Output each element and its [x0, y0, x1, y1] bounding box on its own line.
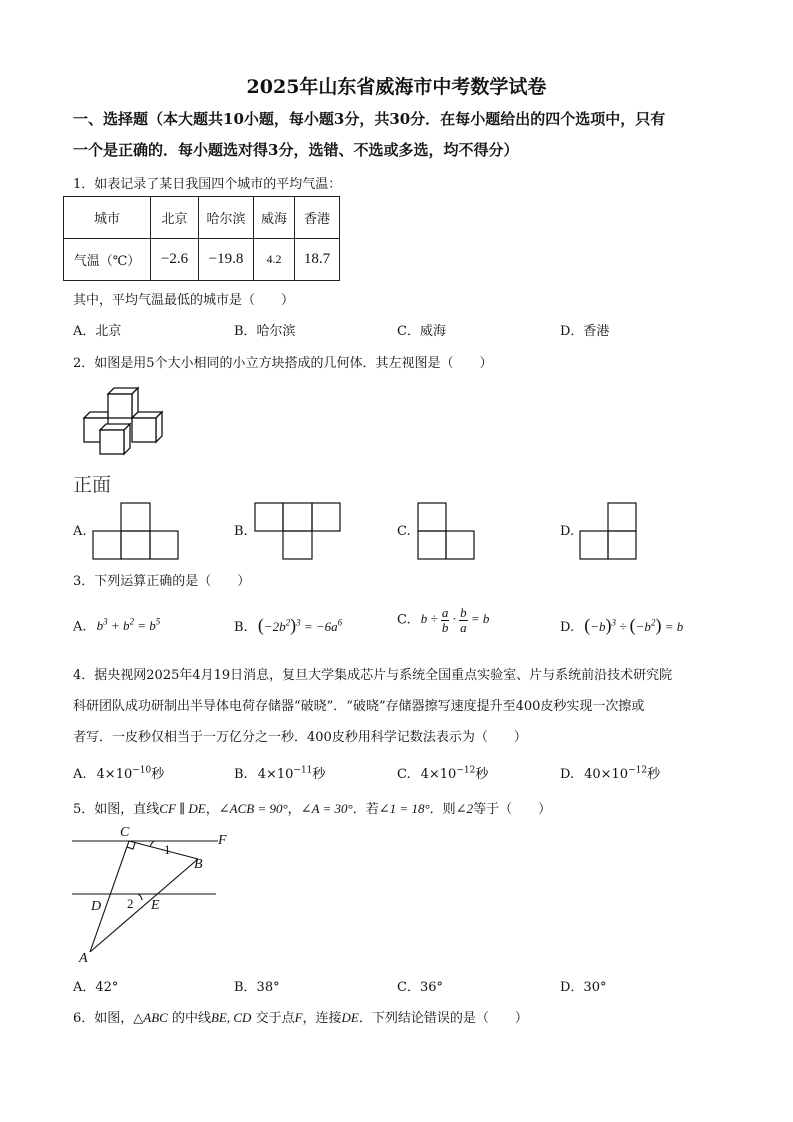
- q2-stem: 2．如图是用5个大小相同的小立方块搭成的几何体．其左视图是（ ）: [73, 356, 493, 371]
- label-d: D: [91, 899, 102, 914]
- table-header-hongkong: 香港: [295, 197, 340, 239]
- q4-option-b: B. $4\times 10^{-11}$秒: [234, 765, 326, 782]
- q4-option-a: A. $4\times 10^{-10}$秒: [73, 765, 165, 782]
- q4-option-c: C. $4\times 10^{-12}$秒: [397, 765, 489, 782]
- q2-cube-figure: [78, 383, 178, 455]
- temp-beijing: −2.6: [151, 239, 199, 281]
- temp-harbin: −19.8: [199, 239, 254, 281]
- q1-option-b: B．哈尔滨: [234, 324, 296, 339]
- label-a: A: [79, 951, 88, 966]
- q2-option-c-label: C.: [397, 524, 411, 539]
- table-row-label: 气温（℃）: [64, 239, 151, 281]
- q2-option-b-view: [254, 502, 342, 560]
- q3-stem: 3．下列运算正确的是（ ）: [73, 574, 251, 589]
- q3-option-d-label: D.: [560, 620, 575, 635]
- table-header-city: 城市: [64, 197, 151, 239]
- q5-option-a: A．42°: [73, 980, 119, 995]
- table-header-harbin: 哈尔滨: [199, 197, 254, 239]
- q4-line-2: 科研团队成功研制出半导体电荷存储器“破晓”．“破晓”存储器擦写速度提升至400皮秒实现一次擦或: [73, 699, 645, 714]
- q2-option-d-view: [579, 502, 639, 560]
- q3-option-a-label: A.: [73, 619, 87, 635]
- label-angle-2: 2: [127, 896, 134, 911]
- q5-option-b: B．38°: [234, 980, 280, 995]
- q4-line-3: 者写．一皮秒仅相当于一万亿分之一秒．400皮秒用科学记数法表示为（ ）: [73, 730, 527, 745]
- temp-weihai: 4.2: [254, 239, 295, 281]
- q1-option-c: C．威海: [397, 324, 446, 339]
- q1-option-a: A．北京: [73, 324, 122, 339]
- q2-option-a-view: [92, 502, 180, 560]
- q3-option-a: A. $b^3 + b^2 = b^5$: [73, 617, 161, 635]
- q5-stem: 5．如图，直线CF ∥ DE，∠ACB = 90°，∠A = 30°．若∠1 = 18°．则∠2等于（ ）: [73, 801, 552, 817]
- q3-option-b: B. $(-2b^2)^3 = -6a^6$: [234, 615, 343, 635]
- table-header-weihai: 威海: [254, 197, 295, 239]
- q2-option-b-label: B.: [234, 524, 248, 539]
- label-b: B: [194, 857, 203, 872]
- q4-option-d: D. $40\times 10^{-12}$秒: [560, 765, 661, 782]
- q5-option-d: D．30°: [560, 980, 607, 995]
- q2-option-a-label: A.: [73, 524, 87, 539]
- section-header-line-2: 一个是正确的．每小题选对得3分，选错、不选或多选，均不得分）: [73, 141, 519, 159]
- temp-hongkong: 18.7: [295, 239, 340, 281]
- page-title: 2025年山东省威海市中考数学试卷: [246, 76, 547, 98]
- q3-option-c-label: C.: [397, 612, 411, 628]
- q3-option-d: D. $(-b)^3 \div (-b^2) = b$: [560, 615, 684, 635]
- q3-option-c: C. b ÷ $\frac{a}{b}$ · $\frac{b}{a}$ = b: [397, 605, 490, 635]
- q2-option-d-label: D.: [560, 524, 575, 539]
- q5-geometry-figure: [70, 822, 240, 967]
- q2-front-label: 正面: [73, 474, 112, 496]
- q1-stem: 1．如表记录了某日我国四个城市的平均气温：: [73, 177, 342, 192]
- label-e: E: [151, 898, 160, 913]
- label-f: F: [218, 833, 227, 848]
- label-angle-1: 1: [164, 842, 171, 857]
- label-c: C: [120, 825, 130, 840]
- temperature-table: [63, 196, 340, 281]
- q1-option-d: D．香港: [560, 324, 610, 339]
- q1-question: 其中，平均气温最低的城市是（ ）: [73, 293, 295, 308]
- q2-option-c-view: [417, 502, 477, 560]
- q5-option-c: C．36°: [397, 980, 443, 995]
- table-header-beijing: 北京: [151, 197, 199, 239]
- q6-stem: 6．如图，△ABC 的中线BE, CD 交于点F，连接DE．下列结论错误的是（ ）: [73, 1010, 528, 1026]
- q3-option-b-label: B.: [234, 620, 248, 635]
- section-header-line-1: 一、选择题（本大题共10小题，每小题3分，共30分．在每小题给出的四个选项中，只有: [73, 110, 666, 128]
- q4-line-1: 4．据央视网2025年4月19日消息，复旦大学集成芯片与系统全国重点实验室、片与系统前沿技术研究院: [73, 668, 673, 683]
